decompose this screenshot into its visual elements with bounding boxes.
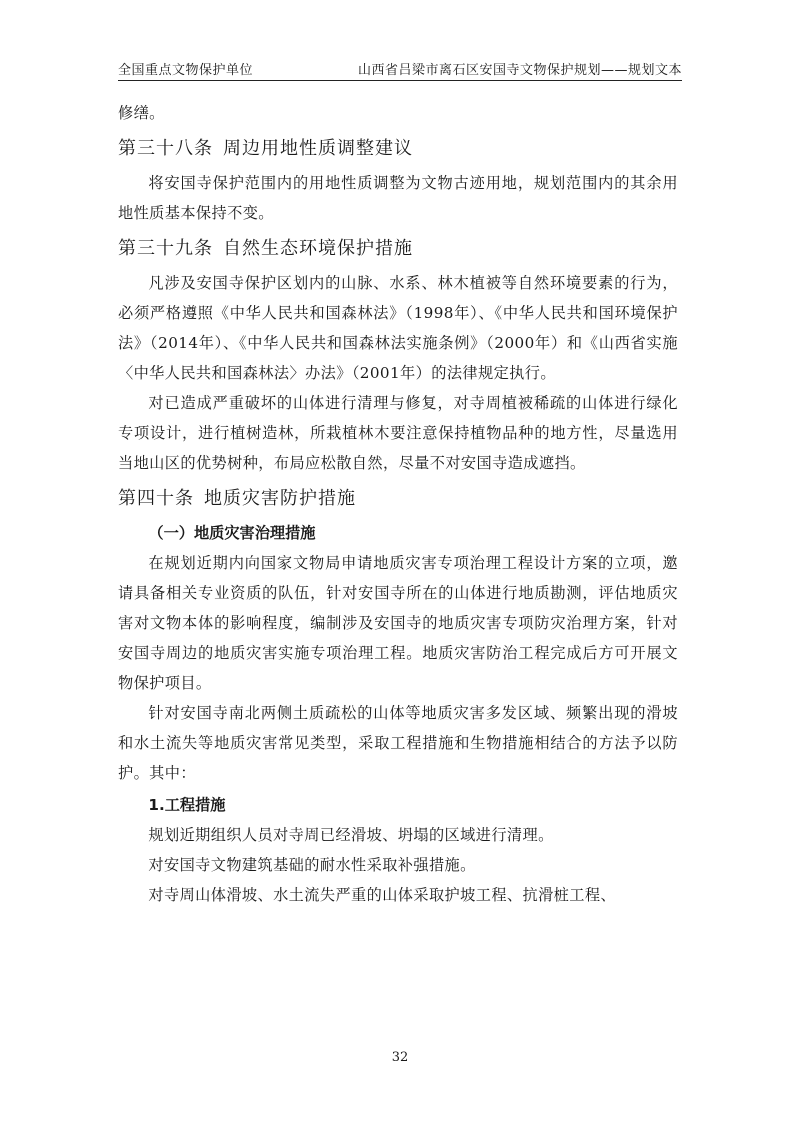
article-40-paragraph-4: 对安国寺文物建筑基础的耐水性采取补强措施。 xyxy=(148,856,476,874)
article-40-paragraph-1: 在规划近期内向国家文物局申请地质灾害专项治理工程设计方案的立项，邀请具备相关专业资质的队伍，针对安国寺所在的山体进行地质勘测，评估地质灾害对文物本体的影响程度，编制涉及安国寺的地质灾害专项防灾治理方案，针对安国寺周边的地质灾害实施专项治理工程。地质灾害防治工程完成后方可开展文物保护项目。 xyxy=(118,554,678,692)
article-39-paragraph-2: 对已造成严重破坏的山体进行清理与修复，对寺周植被稀疏的山体进行绿化专项设计，进行植树造林，所栽植林木要注意保持植物品种的地方性，尽量选用当地山区的优势树种，布局应松散自然，尽量不对安国寺造成遮挡。 xyxy=(118,394,678,472)
article-39-paragraph-1: 凡涉及安国寺保护区划内的山脉、水系、林木植被等自然环境要素的行为，必须严格遵照《中华人民共和国森林法》（1998年）、《中华人民共和国环境保护法》（2014年）、《中华人民共和国森林法实施条例》（2000年）和《山西省实施〈中华人民共和国森林法〉办法》（2001年）的法律规定执行。 xyxy=(118,274,678,382)
article-40-paragraph-2: 针对安国寺南北两侧土质疏松的山体等地质灾害多发区域、频繁出现的滑坡和水土流失等地质灾害常见类型，采取工程措施和生物措施相结合的方法予以防护。其中： xyxy=(118,704,678,782)
subsection-heading-2: 1.工程措施 xyxy=(148,796,226,814)
article-40-paragraph-5: 对寺周山体滑坡、水土流失严重的山体采取护坡工程、抗滑桩工程、 xyxy=(148,886,617,904)
document-body xyxy=(118,98,678,910)
header-right: 山西省吕梁市离石区安国寺文物保护规划——规划文本 xyxy=(357,63,682,78)
article-40-heading xyxy=(118,482,678,516)
article-38-number: 第三十八条 xyxy=(118,138,213,159)
article-38-paragraph: 将安国寺保护范围内的用地性质调整为文物古迹用地，规划范围内的其余用地性质基本保持不变。 xyxy=(118,174,678,222)
continued-paragraph: 修缮。 xyxy=(118,104,165,122)
article-39-title: 自然生态环境保护措施 xyxy=(223,238,413,259)
article-39-heading xyxy=(118,232,678,266)
header-left: 全国重点文物保护单位 xyxy=(118,63,254,78)
article-40-number: 第四十条 xyxy=(118,488,194,509)
article-38-title: 周边用地性质调整建议 xyxy=(223,138,413,159)
subsection-heading-1: （一）地质灾害治理措施 xyxy=(148,524,316,542)
article-39-number: 第三十九条 xyxy=(118,238,213,259)
article-40-title: 地质灾害防护措施 xyxy=(204,488,356,509)
page-number: 32 xyxy=(391,1050,409,1065)
article-40-paragraph-3: 规划近期组织人员对寺周已经滑坡、坍塌的区域进行清理。 xyxy=(148,826,554,844)
article-38-heading xyxy=(118,132,678,166)
header-rule xyxy=(118,80,682,81)
page-header xyxy=(118,56,682,78)
